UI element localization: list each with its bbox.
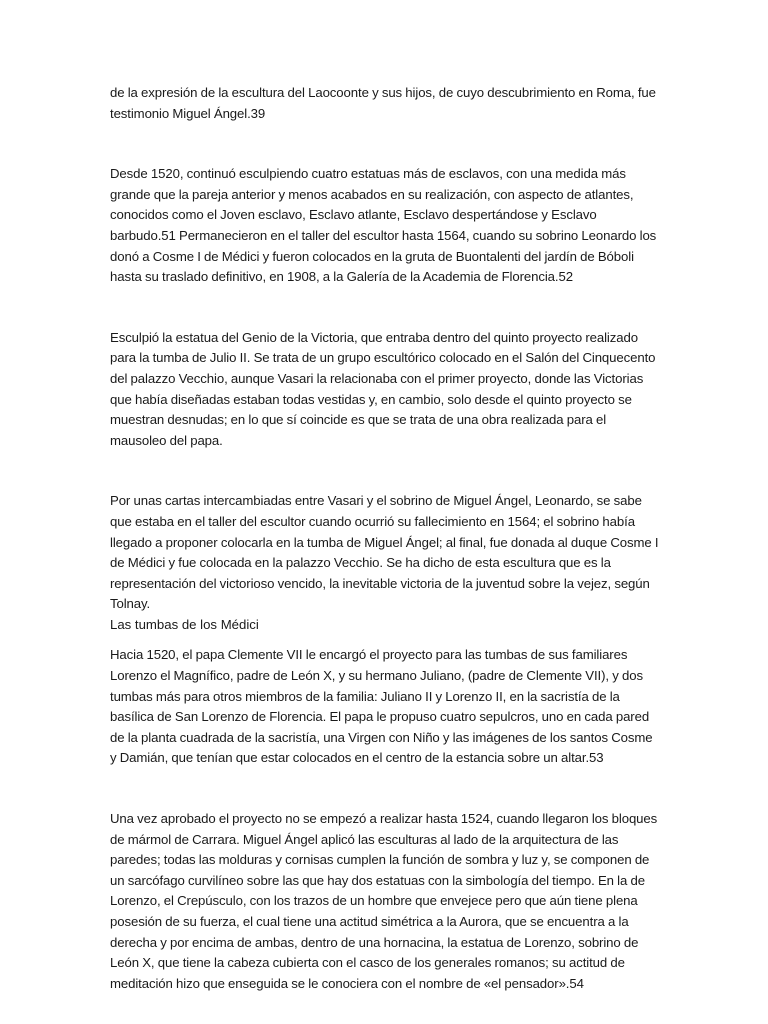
paragraph-tumbas-encargo: Hacia 1520, el papa Clemente VII le encargó el proyecto para las tumbas de sus familiares Lorenzo el Magnífico, padre de León X, y su hermano Juliano, (padre de Clemente VII), y dos tumbas más para otros miembros de la familia: Juliano II y Lorenzo II, en la sacristía de la basílica de San Lorenzo de Florencia. El papa le propuso cuatro sepulcros, uno en cada pared de la planta cuadrada de la sacristía, una Virgen con Niño y las imágenes de los santos Cosme y Damián, que tenían que estar colocados en el centro de la estancia sobre un altar.53 [110,647,653,766]
paragraph-cartas-vasari: Por unas cartas intercambiadas entre Vasari y el sobrino de Miguel Ángel, Leonardo, se sabe que estaba en el taller del escultor cuando ocurrió su fallecimiento en 1564; el sobrino había llegado a proponer colocarla en la tumba de Miguel Ángel; al final, fue donada al duque Cosme I de Médici y fue colocada en la palazzo Vecchio. Se ha dicho de esta escultura que es la representación del victorioso vencido, la inevitable victoria de la juventud sobre la vejez, según Tolnay. [110,493,659,612]
document-page [110,83,662,994]
section-heading: Las tumbas de los Médici [110,616,259,632]
paragraph-laocoonte: de la expresión de la escultura del Laocoonte y sus hijos, de cuyo descubrimiento en Roma, fue testimonio Miguel Ángel.39 [110,85,656,121]
paragraph-esclavos: Desde 1520, continuó esculpiendo cuatro estatuas más de esclavos, con una medida más grande que la pareja anterior y menos acabados en su realización, con aspecto de atlantes, conocidos como el Joven esclavo, Esclavo atlante, Esclavo despertándose y Esclavo barbudo.51 Permanecieron en el taller del escultor hasta 1564, cuando su sobrino Leonardo los donó a Cosme I de Médici y fueron colocados en la gruta de Buontalenti del jardín de Bóboli hasta su traslado definitivo, en 1908, a la Galería de la Academia de Florencia.52 [110,166,657,285]
paragraph-tumbas-realizacion: Una vez aprobado el proyecto no se empezó a realizar hasta 1524, cuando llegaron los bloques de mármol de Carrara. Miguel Ángel aplicó las esculturas al lado de la arquitectura de las paredes; todas las molduras y cornisas cumplen la función de sombra y luz y, se componen de un sarcófago curvilíneo sobre las que hay dos estatuas con la simbología del tiempo. En la de Lorenzo, el Crepúsculo, con los trazos de un hombre que envejece pero que aún tiene plena posesión de su fuerza, el cual tiene una actitud simétrica a la Aurora, que se encuentra a la derecha y por encima de ambas, dentro de una hornacina, la estatua de Lorenzo, sobrino de León X, que tiene la cabeza cubierta con el casco de los generales romanos; su actitud de meditación hizo que enseguida se le conociera con el nombre de «el pensador».54 [110,811,658,991]
paragraph-genio-victoria: Esculpió la estatua del Genio de la Victoria, que entraba dentro del quinto proyecto realizado para la tumba de Julio II. Se trata de un grupo escultórico colocado en el Salón del Cinquecento del palazzo Vecchio, aunque Vasari la relacionaba con el primer proyecto, donde las Victorias que había diseñadas estaban todas vestidas y, en cambio, solo desde el quinto proyecto se muestran desnudas; en lo que sí coincide es que se trata de una obra realizada para el mausoleo del papa. [110,329,656,448]
